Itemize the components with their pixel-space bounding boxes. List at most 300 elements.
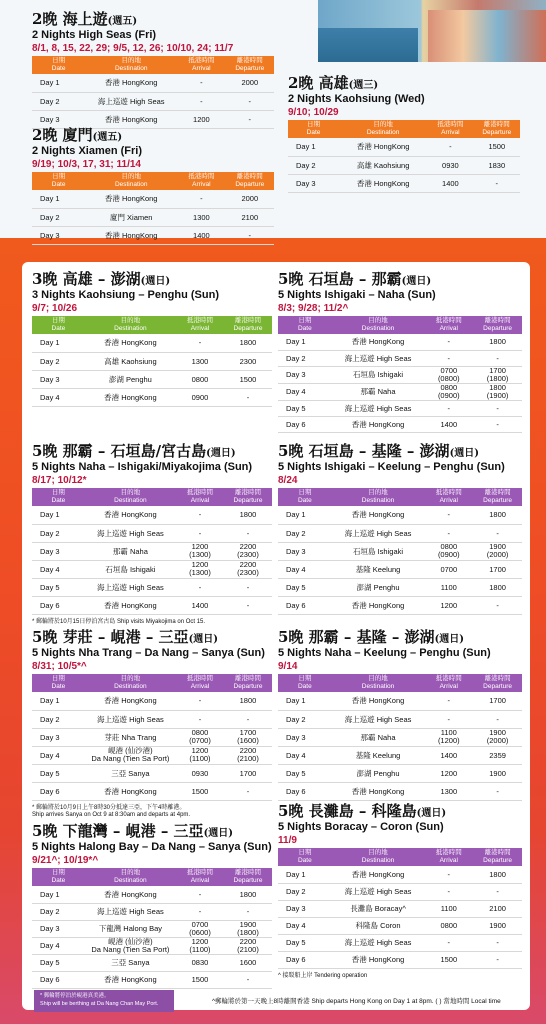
itinerary-s1 — [32, 268, 272, 407]
table-row — [278, 578, 522, 596]
sailing-dates: 8/1, 8, 15, 22, 29; 9/5, 12, 26; 10/10, 24; 11/7 — [32, 43, 234, 54]
itinerary-title: 5晚 下龍灣 – 峴港 – 三亞(週日) — [32, 822, 234, 840]
table-cell: 1200 — [424, 764, 473, 782]
schedule-table — [32, 674, 272, 801]
table-cell: 1200 — [424, 596, 473, 614]
table-cell: 香港 HongKong — [332, 416, 425, 432]
itinerary-title: 2晚 廈門(週五) — [32, 126, 123, 144]
table-row — [278, 710, 522, 728]
table-cell: - — [424, 400, 473, 416]
table-cell: 0800 — [176, 370, 224, 388]
table-cell: 1400 — [424, 746, 473, 764]
table-cell: 1900 — [473, 764, 522, 782]
table-row — [32, 370, 272, 388]
itinerary-subtitle: 5 Nights Boracay – Coron (Sun) — [278, 821, 444, 833]
table-cell: 0800 (0700) — [176, 728, 224, 746]
table-row — [32, 596, 272, 614]
table-row — [278, 951, 522, 968]
table-cell: 2200 (2100) — [224, 746, 272, 764]
table-cell: 香港 HongKong — [85, 692, 176, 710]
table-cell: Day 3 — [32, 728, 85, 746]
table-cell: 香港 HongKong — [85, 388, 176, 406]
itinerary-s2 — [278, 268, 522, 433]
table-cell: - — [473, 596, 522, 614]
table-cell: - — [473, 416, 522, 432]
table-cell: Day 1 — [278, 692, 332, 710]
table-cell: Day 4 — [32, 746, 85, 764]
table-cell: 海上巡遊 High Seas — [332, 350, 425, 366]
table-cell: 海上巡遊 High Seas — [332, 524, 425, 542]
table-cell: - — [473, 710, 522, 728]
table-cell: 澎湖 Penghu — [332, 764, 425, 782]
table-row — [32, 542, 272, 560]
table-cell: 1200 — [177, 110, 225, 128]
table-cell: 0800 — [424, 917, 473, 934]
sailing-dates: 9/7; 10/26 — [32, 303, 78, 314]
table-cell: 香港 HongKong — [339, 138, 427, 156]
table-cell: - — [473, 951, 522, 968]
table-cell: - — [424, 866, 473, 883]
table-cell: 香港 HongKong — [85, 782, 176, 800]
table-cell: - — [224, 578, 272, 596]
table-row — [32, 903, 272, 920]
schedule-table — [32, 172, 274, 245]
table-cell: - — [226, 110, 274, 128]
table-cell: - — [424, 506, 473, 524]
table-cell: - — [473, 883, 522, 900]
itinerary-subtitle: 5 Nights Naha – Keelung – Penghu (Sun) — [278, 647, 491, 659]
table-row — [32, 226, 274, 244]
table-cell: Day 1 — [32, 886, 85, 903]
table-cell: 基隆 Keelung — [332, 560, 425, 578]
table-cell: 香港 HongKong — [332, 866, 425, 883]
table-cell: - — [424, 334, 473, 350]
table-cell: 1700 (1600) — [224, 728, 272, 746]
table-cell: 香港 HongKong — [85, 886, 176, 903]
table-cell: 香港 HongKong — [332, 692, 425, 710]
itinerary-note: ^ 接駁船上岸 Tendering operation — [278, 972, 368, 979]
table-cell: Day 5 — [32, 954, 85, 971]
table-cell: 長灘島 Boracay^ — [332, 900, 425, 917]
table-cell: 0930 — [427, 156, 473, 174]
table-cell: 海上巡遊 High Seas — [332, 934, 425, 951]
table-row — [32, 74, 274, 92]
table-row — [278, 542, 522, 560]
table-cell: 1100 — [424, 900, 473, 917]
sailing-dates: 9/10; 10/29 — [288, 107, 339, 118]
table-row — [32, 937, 272, 954]
table-row — [32, 524, 272, 542]
table-row — [32, 728, 272, 746]
table-row — [278, 560, 522, 578]
table-cell: 1200 (1300) — [176, 560, 224, 578]
table-cell: 1800 — [224, 334, 272, 352]
table-row — [32, 208, 274, 226]
sailing-dates: 8/17; 10/12* — [32, 475, 87, 486]
table-cell: - — [473, 400, 522, 416]
itinerary-subtitle: 2 Nights Kaohsiung (Wed) — [288, 93, 425, 105]
table-header: 日期 Date 目的地 Destination 抵港時間 Arrival 離港時間 Departure — [32, 674, 272, 692]
table-cell: 峴港 (仙沙港) Da Nang (Tien Sa Port) — [85, 937, 176, 954]
table-row — [32, 92, 274, 110]
table-cell: 高雄 Kaohsiung — [339, 156, 427, 174]
table-cell: Day 3 — [278, 728, 332, 746]
table-cell: 香港 HongKong — [85, 334, 176, 352]
itinerary-title: 5晚 那霸 – 石垣島/宮古島(週日) — [32, 442, 236, 460]
table-cell: 基隆 Keelung — [332, 746, 425, 764]
itinerary-title: 5晚 那霸 – 基隆 – 澎湖(週日) — [278, 628, 465, 646]
table-cell: 1500 — [424, 951, 473, 968]
table-cell: - — [427, 138, 473, 156]
itinerary-s6 — [278, 626, 522, 801]
schedule-table — [32, 488, 272, 615]
table-cell: - — [424, 934, 473, 951]
table-cell: Day 4 — [278, 917, 332, 934]
sailing-dates: 9/21^; 10/19*^ — [32, 855, 99, 866]
table-cell: Day 5 — [278, 578, 332, 596]
table-row — [32, 692, 272, 710]
table-cell: - — [424, 710, 473, 728]
table-cell: - — [424, 692, 473, 710]
table-cell: Day 4 — [278, 746, 332, 764]
table-row — [32, 388, 272, 406]
table-row — [278, 917, 522, 934]
table-cell: 1900 (2000) — [473, 542, 522, 560]
table-cell: 香港 HongKong — [85, 506, 176, 524]
table-row — [278, 366, 522, 383]
table-row — [278, 866, 522, 883]
table-cell: - — [176, 524, 224, 542]
table-row — [278, 334, 522, 350]
table-row — [32, 764, 272, 782]
table-cell: - — [176, 578, 224, 596]
table-cell: Day 2 — [32, 92, 85, 110]
table-cell: 芽莊 Nha Trang — [85, 728, 176, 746]
sailing-dates: 9/19; 10/3, 17, 31; 11/14 — [32, 159, 141, 170]
schedule-table — [278, 848, 522, 969]
table-cell: 1400 — [427, 174, 473, 192]
table-cell: 1100 — [424, 578, 473, 596]
table-row — [278, 416, 522, 432]
table-cell: - — [176, 903, 224, 920]
table-cell: 1200 (1100) — [176, 937, 224, 954]
itinerary-subtitle: 2 Nights Xiamen (Fri) — [32, 145, 143, 157]
table-cell: Day 2 — [278, 710, 332, 728]
table-cell: 0700 (0600) — [176, 920, 224, 937]
table-cell: - — [224, 782, 272, 800]
table-header: 日期 Date 目的地 Destination 抵港時間 Arrival 離港時間 Departure — [278, 674, 522, 692]
itinerary-s3 — [32, 440, 272, 626]
table-row — [32, 971, 272, 988]
table-cell: Day 1 — [32, 74, 85, 92]
footer-note: ^郵輪將於第一天晚上8時離開香港 Ship departs Hong Kong on Day 1 at 8pm. ( ) 當地時間 Local time — [212, 998, 501, 1005]
table-cell: 三亞 Sanya — [85, 764, 176, 782]
table-cell: - — [176, 334, 224, 352]
table-cell: - — [176, 692, 224, 710]
table-cell: Day 3 — [278, 542, 332, 560]
table-cell: 1800 (1900) — [473, 383, 522, 400]
table-cell: - — [176, 506, 224, 524]
table-row — [278, 746, 522, 764]
itinerary-s7 — [32, 820, 272, 989]
table-cell: 1800 — [224, 506, 272, 524]
schedule-table — [32, 868, 272, 989]
table-cell: 那霸 Naha — [332, 728, 425, 746]
table-cell: - — [424, 524, 473, 542]
itinerary-title: 5晚 長灘島 – 科隆島(週日) — [278, 802, 447, 820]
table-row — [32, 190, 274, 208]
table-cell: 2300 — [224, 352, 272, 370]
table-cell: 1500 — [176, 971, 224, 988]
table-row — [32, 352, 272, 370]
table-cell: Day 4 — [32, 388, 85, 406]
table-cell: 1700 (1800) — [473, 366, 522, 383]
table-cell: 香港 HongKong — [85, 226, 177, 244]
itinerary-subtitle: 5 Nights Naha – Ishigaki/Miyakojima (Sun) — [32, 461, 253, 473]
table-cell: 石垣島 Ishigaki — [332, 366, 425, 383]
table-cell: Day 5 — [32, 764, 85, 782]
table-cell: Day 5 — [278, 934, 332, 951]
table-cell: 石垣島 Ishigaki — [85, 560, 176, 578]
table-cell: 1800 — [224, 886, 272, 903]
table-cell: 香港 HongKong — [85, 971, 176, 988]
halong-note: * 郵輪將停泊於峴港真美港。 Ship will be berthing at Da Nang Chan May Port. — [34, 990, 174, 1012]
table-cell: 下龍灣 Halong Bay — [85, 920, 176, 937]
table-cell: 香港 HongKong — [332, 782, 425, 800]
table-row — [278, 692, 522, 710]
table-cell: 海上巡遊 High Seas — [332, 400, 425, 416]
table-cell: 香港 HongKong — [85, 74, 177, 92]
itinerary-subtitle: 5 Nights Ishigaki – Keelung – Penghu (Sun) — [278, 461, 505, 473]
table-cell: 石垣島 Ishigaki — [332, 542, 425, 560]
table-row — [32, 954, 272, 971]
table-header: 日期 Date 目的地 Destination 抵港時間 Arrival 離港時間 Departure — [32, 172, 274, 190]
table-cell: Day 1 — [278, 334, 332, 350]
table-header: 日期 Date 目的地 Destination 抵港時間 Arrival 離港時間 Departure — [32, 56, 274, 74]
table-row — [278, 506, 522, 524]
table-row — [32, 782, 272, 800]
table-row — [32, 578, 272, 596]
table-cell: Day 1 — [278, 866, 332, 883]
table-cell: - — [226, 226, 274, 244]
table-header: 日期 Date 目的地 Destination 抵港時間 Arrival 離港時間 Departure — [278, 316, 522, 334]
table-cell: Day 2 — [288, 156, 339, 174]
table-header: 日期 Date 目的地 Destination 抵港時間 Arrival 離港時間 Departure — [278, 848, 522, 866]
table-cell: 1300 — [424, 782, 473, 800]
table-cell: 0930 — [176, 764, 224, 782]
table-cell: Day 1 — [32, 506, 85, 524]
table-header: 日期 Date 目的地 Destination 抵港時間 Arrival 離港時間 Departure — [278, 488, 522, 506]
table-cell: - — [177, 74, 225, 92]
table-cell: - — [176, 886, 224, 903]
schedule-table — [32, 56, 274, 129]
itinerary-title: 2晚 高雄(週三) — [288, 74, 379, 92]
table-cell: 1500 — [474, 138, 520, 156]
table-cell: Day 6 — [278, 416, 332, 432]
table-cell: Day 6 — [278, 596, 332, 614]
table-cell: - — [177, 92, 225, 110]
table-cell: 海上巡遊 High Seas — [85, 524, 176, 542]
table-cell: 香港 HongKong — [332, 596, 425, 614]
table-cell: 峴港 (仙沙港) Da Nang (Tien Sa Port) — [85, 746, 176, 764]
table-row — [288, 138, 520, 156]
table-cell: 香港 HongKong — [85, 110, 177, 128]
table-row — [278, 524, 522, 542]
itinerary-subtitle: 3 Nights Kaohsiung – Penghu (Sun) — [32, 289, 219, 301]
table-cell: Day 3 — [32, 110, 85, 128]
table-cell: Day 3 — [288, 174, 339, 192]
table-cell: - — [424, 883, 473, 900]
sailing-dates: 9/14 — [278, 661, 298, 672]
table-cell: - — [224, 971, 272, 988]
table-cell: 2200 (2300) — [224, 542, 272, 560]
table-cell: Day 2 — [278, 524, 332, 542]
table-cell: 1400 — [177, 226, 225, 244]
table-row — [288, 156, 520, 174]
table-row — [32, 506, 272, 524]
table-cell: 0800 (0900) — [424, 383, 473, 400]
table-cell: Day 1 — [32, 190, 85, 208]
table-cell: Day 5 — [278, 400, 332, 416]
table-cell: 澎湖 Penghu — [85, 370, 176, 388]
table-cell: Day 4 — [278, 560, 332, 578]
table-cell: - — [473, 524, 522, 542]
table-row — [278, 934, 522, 951]
table-cell: 香港 HongKong — [85, 596, 176, 614]
table-cell: 三亞 Sanya — [85, 954, 176, 971]
table-cell: 科隆島 Coron — [332, 917, 425, 934]
itinerary-subtitle: 2 Nights High Seas (Fri) — [32, 29, 157, 41]
table-cell: - — [473, 934, 522, 951]
table-cell: 香港 HongKong — [332, 334, 425, 350]
table-cell: 1800 — [473, 334, 522, 350]
table-cell: 1400 — [424, 416, 473, 432]
itinerary-s4 — [278, 440, 522, 615]
itinerary-header-xm — [32, 124, 274, 245]
table-cell: Day 6 — [278, 951, 332, 968]
table-cell: 1400 — [176, 596, 224, 614]
table-cell: 1800 — [473, 578, 522, 596]
table-cell: - — [224, 596, 272, 614]
table-cell: - — [473, 782, 522, 800]
table-row — [278, 728, 522, 746]
table-cell: 1500 — [176, 782, 224, 800]
table-cell: Day 4 — [278, 383, 332, 400]
table-cell: Day 5 — [32, 578, 85, 596]
table-cell: Day 2 — [32, 208, 85, 226]
table-cell: 1300 — [176, 352, 224, 370]
table-row — [278, 350, 522, 366]
table-cell: 1800 — [473, 866, 522, 883]
table-cell: 0900 — [176, 388, 224, 406]
table-cell: Day 2 — [32, 710, 85, 728]
table-cell: - — [177, 190, 225, 208]
table-row — [288, 174, 520, 192]
sailing-dates: 8/31; 10/5*^ — [32, 661, 87, 672]
destination-photo — [318, 0, 546, 62]
itinerary-title: 5晚 芽莊 – 峴港 – 三亞(週日) — [32, 628, 219, 646]
itinerary-s8 — [278, 800, 522, 980]
table-row — [278, 400, 522, 416]
table-cell: 2359 — [473, 746, 522, 764]
table-cell: - — [424, 350, 473, 366]
table-cell: 1800 — [473, 506, 522, 524]
table-cell: Day 5 — [278, 764, 332, 782]
table-cell: Day 3 — [32, 542, 85, 560]
table-cell: 1800 — [224, 692, 272, 710]
itinerary-title: 5晚 石垣島 – 那霸(週日) — [278, 270, 432, 288]
table-cell: - — [224, 388, 272, 406]
table-row — [278, 383, 522, 400]
sailing-dates: 8/3; 9/28; 11/2^ — [278, 303, 349, 314]
table-cell: Day 4 — [32, 937, 85, 954]
table-cell: 2200 (2300) — [224, 560, 272, 578]
itinerary-note: * 郵輪將於10月9日上午8時30分抵達三亞，下午4時離港。 Ship arrives Sanya on Oct 9 at 8:30am and departs at 4pm. — [32, 804, 191, 818]
table-cell: Day 1 — [32, 692, 85, 710]
table-cell: 香港 HongKong — [85, 190, 177, 208]
itinerary-subtitle: 5 Nights Nha Trang – Da Nang – Sanya (Sun) — [32, 647, 265, 659]
table-cell: - — [224, 524, 272, 542]
itinerary-title: 3晚 高雄 – 澎湖(週日) — [32, 270, 171, 288]
itinerary-header-kh — [288, 72, 520, 193]
table-row — [278, 883, 522, 900]
table-cell: Day 6 — [32, 971, 85, 988]
table-header: 日期 Date 目的地 Destination 抵港時間 Arrival 離港時間 Departure — [32, 868, 272, 886]
table-cell: 1300 — [177, 208, 225, 226]
table-cell: 0700 (0800) — [424, 366, 473, 383]
schedule-table — [278, 488, 522, 615]
schedule-table — [278, 316, 522, 433]
table-cell: 香港 HongKong — [332, 506, 425, 524]
table-row — [278, 900, 522, 917]
table-cell: 1100 (1200) — [424, 728, 473, 746]
table-cell: 0800 (0900) — [424, 542, 473, 560]
schedule-table — [32, 316, 272, 407]
table-cell: 海上巡遊 High Seas — [85, 710, 176, 728]
table-cell: Day 2 — [32, 524, 85, 542]
table-row — [32, 560, 272, 578]
table-cell: 1600 — [224, 954, 272, 971]
table-row — [278, 596, 522, 614]
table-cell: 0700 — [424, 560, 473, 578]
table-row — [32, 334, 272, 352]
table-cell: Day 3 — [32, 370, 85, 388]
table-cell: 1200 (1300) — [176, 542, 224, 560]
table-row — [32, 710, 272, 728]
table-cell: 澎湖 Penghu — [332, 578, 425, 596]
table-cell: Day 3 — [32, 920, 85, 937]
table-cell: 1200 (1100) — [176, 746, 224, 764]
table-header: 日期 Date 目的地 Destination 抵港時間 Arrival 離港時間 Departure — [32, 488, 272, 506]
table-cell: Day 6 — [32, 782, 85, 800]
table-cell: 海上巡遊 High Seas — [332, 883, 425, 900]
itinerary-subtitle: 5 Nights Halong Bay – Da Nang – Sanya (Sun) — [32, 841, 272, 853]
itinerary-note: * 郵輪將於10月15日停泊宮古島 Ship visits Miyakojima on Oct 15. — [32, 618, 206, 625]
itinerary-title: 5晚 石垣島 – 基隆 – 澎湖(週日) — [278, 442, 480, 460]
table-cell: 海上巡遊 High Seas — [85, 903, 176, 920]
table-cell: Day 6 — [278, 782, 332, 800]
table-cell: - — [226, 92, 274, 110]
table-row — [32, 746, 272, 764]
table-cell: 0830 — [176, 954, 224, 971]
table-cell: Day 1 — [32, 334, 85, 352]
sailing-dates: 8/24 — [278, 475, 298, 486]
table-cell: Day 3 — [278, 366, 332, 383]
table-cell: Day 1 — [278, 506, 332, 524]
table-header: 日期 Date 目的地 Destination 抵港時間 Arrival 離港時間 Departure — [288, 120, 520, 138]
table-cell: 2100 — [226, 208, 274, 226]
table-cell: 高雄 Kaohsiung — [85, 352, 176, 370]
